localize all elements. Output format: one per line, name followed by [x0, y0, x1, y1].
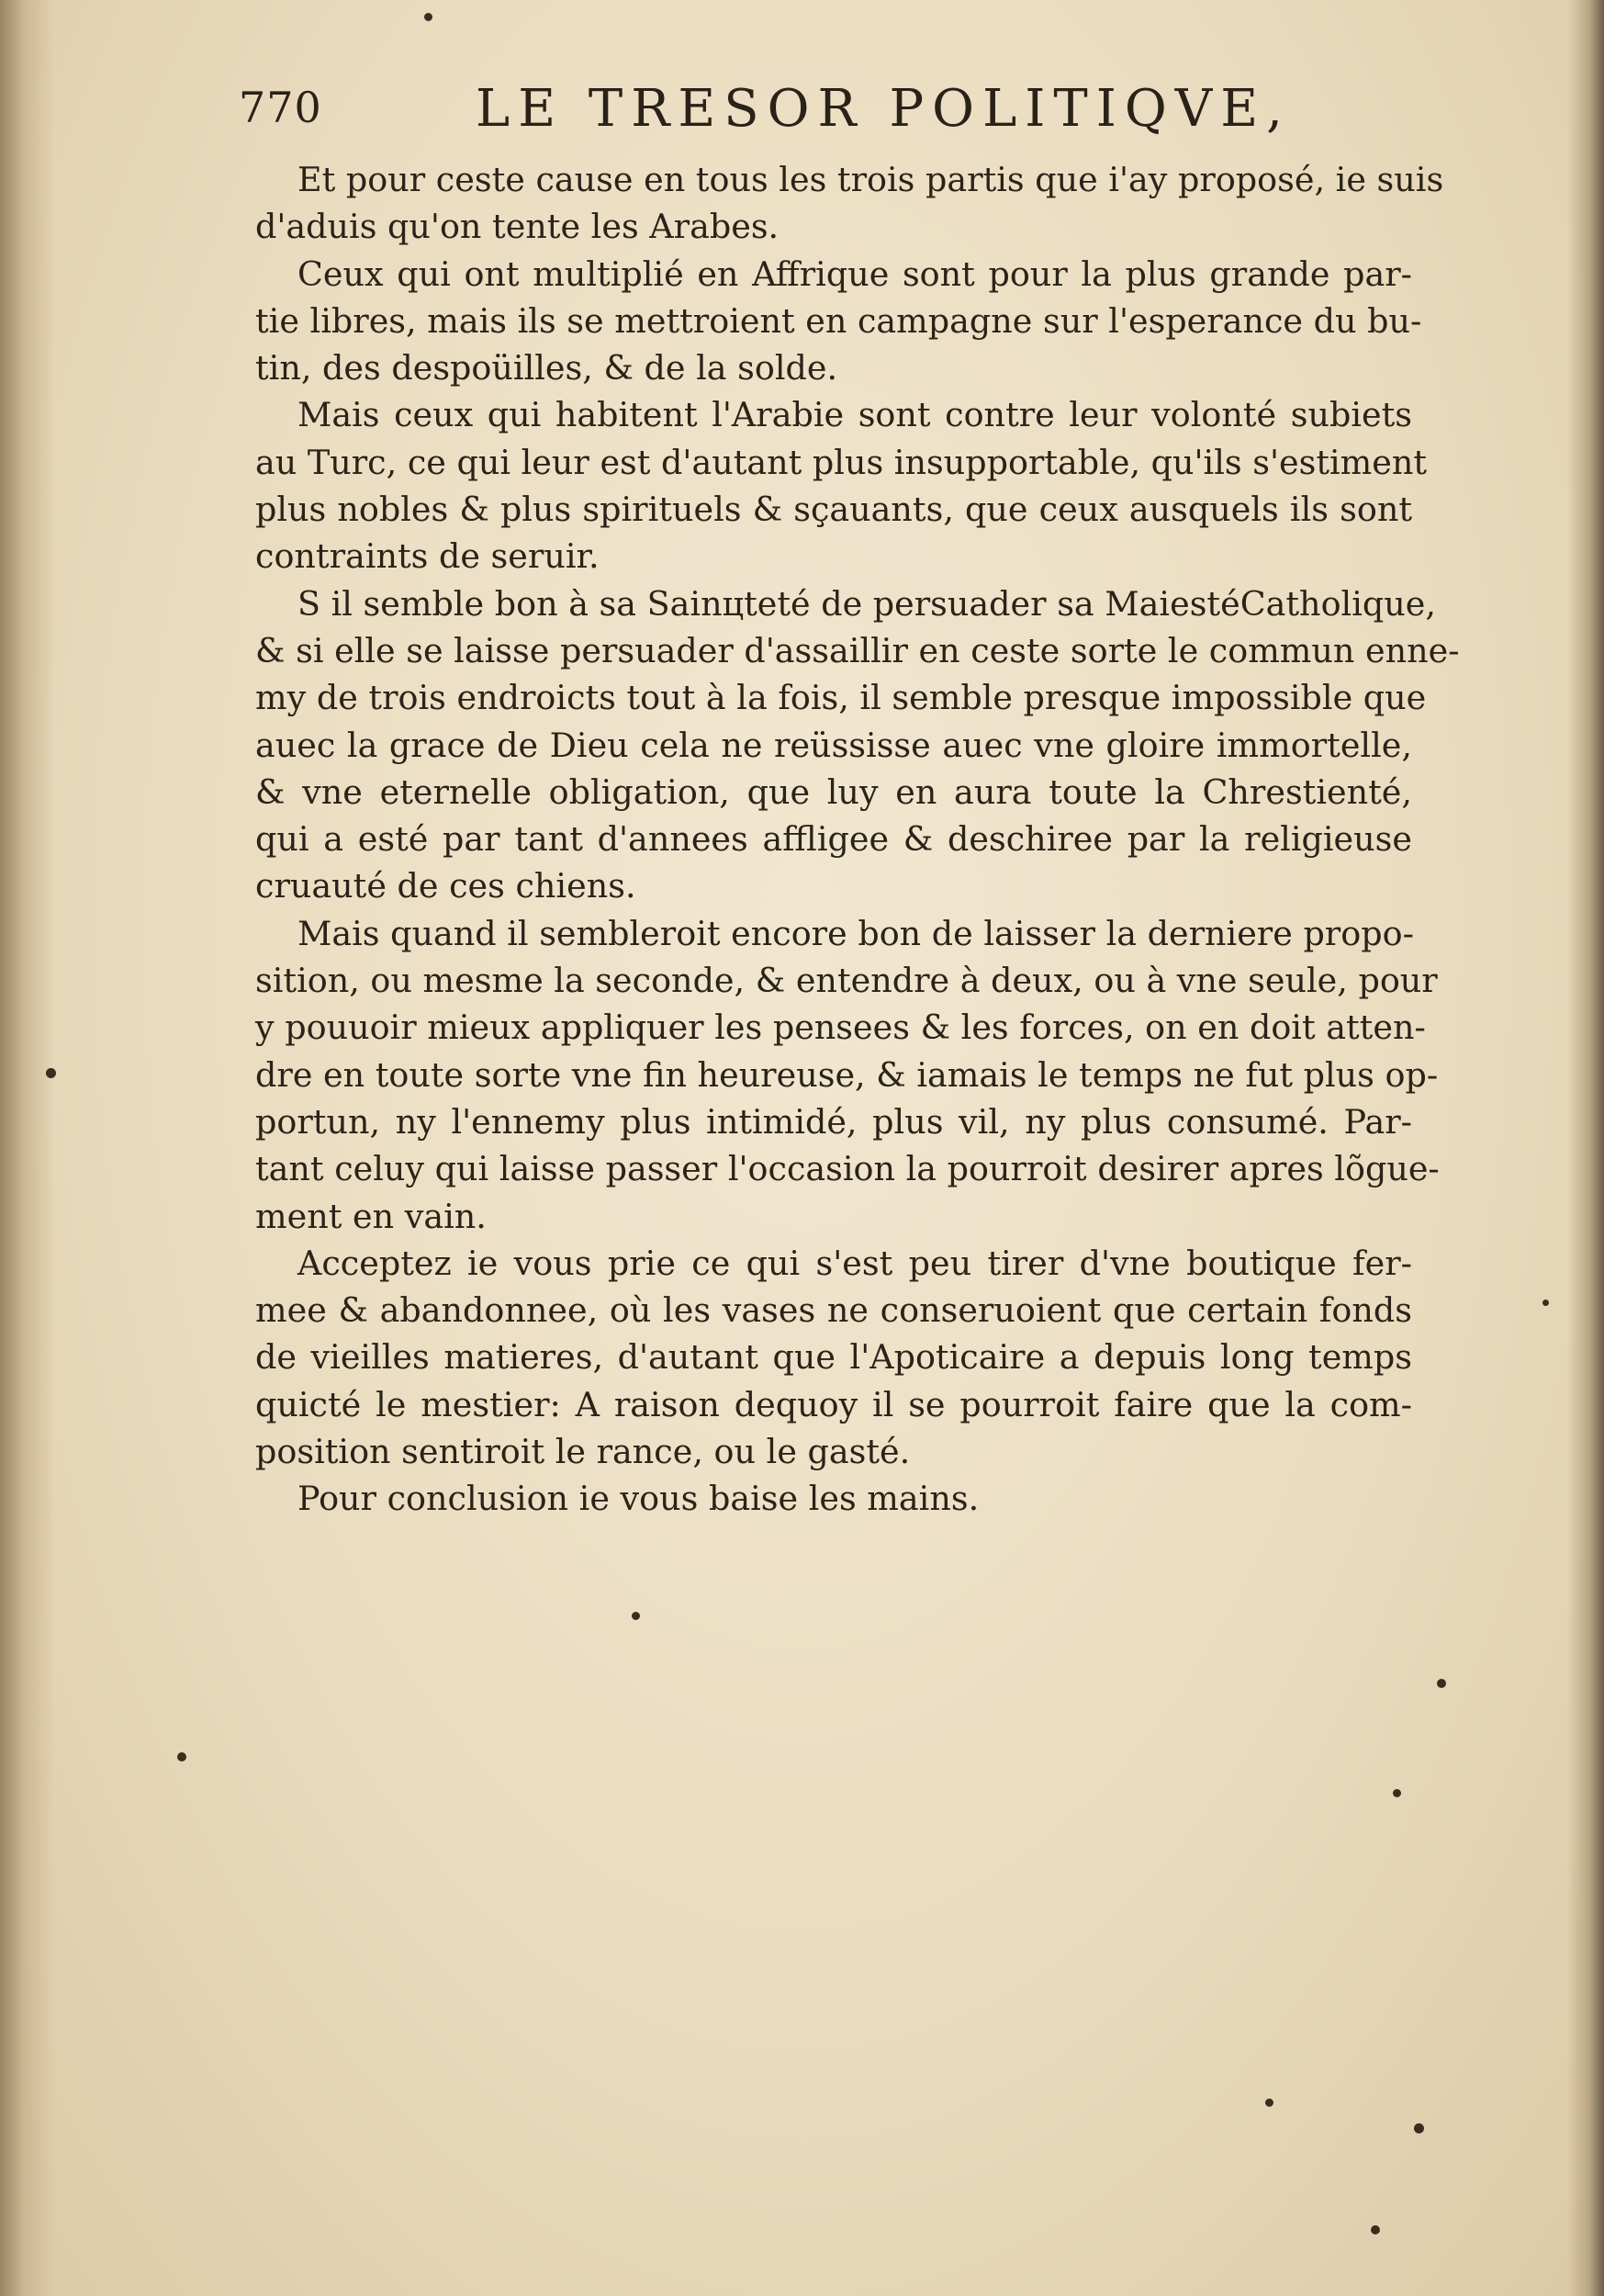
paper-speck	[1437, 1679, 1446, 1688]
text-line: S il semble bon à sa Sainцteté de persuader sa MaiestéCatholique,	[297, 583, 1436, 624]
text-line: position sentiroit le rance, ou le gasté.	[255, 1432, 911, 1472]
text-line: auec la grace de Dieu cela ne reüssisse auec vne gloire immortelle,	[255, 725, 1412, 765]
text-line: quicté le mestier: A raison dequoy il se pourroit faire que la com-	[255, 1384, 1412, 1424]
text-line: plus nobles & plus spirituels & sçauants, que ceux ausquels ils sont	[255, 490, 1412, 530]
text-line: Ceux qui ont multiplié en Affrique sont pour la plus grande par-	[297, 253, 1412, 294]
text-line: & vne eternelle obligation, que luy en aura toute la Chrestienté,	[255, 771, 1412, 812]
text-line: contraints de seruir.	[255, 536, 600, 577]
text-line: de vieilles matieres, d'autant que l'Apoticaire a depuis long temps	[255, 1337, 1412, 1378]
text-line: Acceptez ie vous prie ce qui s'est peu tirer d'vne boutique fer-	[297, 1243, 1412, 1283]
paper-speck	[1371, 2225, 1380, 2234]
paper-speck	[1414, 2123, 1424, 2133]
text-line: ment en vain.	[255, 1196, 487, 1236]
running-title: LE TRESOR POLITIQVE,	[476, 79, 1291, 139]
paper-speck	[46, 1068, 56, 1078]
paper-speck	[177, 1752, 186, 1761]
text-line: my de trois endroicts tout à la fois, il semble presque impossible que	[255, 678, 1427, 718]
paper-speck	[1265, 2099, 1273, 2107]
paper-speck	[1393, 1789, 1401, 1797]
text-line: & si elle se laisse persuader d'assaillir en ceste sorte le commun enne-	[255, 630, 1460, 670]
paper-speck	[424, 13, 432, 21]
page-number: 770	[239, 83, 322, 132]
page-edge-shadow	[1567, 0, 1604, 2296]
paper-speck	[632, 1612, 640, 1620]
text-line: tie libres, mais ils se mettroient en campagne sur l'esperance du bu-	[255, 300, 1422, 341]
text-line: cruauté de ces chiens.	[255, 866, 636, 906]
text-line: mee & abandonnee, où les vases ne conseruoient que certain fonds	[255, 1290, 1412, 1331]
text-line: au Turc, ce qui leur est d'autant plus insupportable, qu'ils s'estiment	[255, 442, 1428, 482]
text-line: portun, ny l'ennemy plus intimidé, plus vil, ny plus consumé. Par-	[255, 1101, 1412, 1142]
text-line: tin, des despoüilles, & de la solde.	[255, 348, 838, 388]
binding-gutter-shadow	[0, 0, 55, 2296]
running-head	[239, 66, 1451, 149]
paper-speck	[1542, 1300, 1549, 1306]
text-line: y pouuoir mieux appliquer les pensees & les forces, on en doit atten-	[255, 1007, 1426, 1048]
text-line: tant celuy qui laisse passer l'occasion la pourroit desirer apres lõgue-	[255, 1149, 1440, 1189]
text-line: qui a esté par tant d'annees affligee & deschiree par la religieuse	[255, 819, 1412, 860]
text-line: sition, ou mesme la seconde, & entendre à deux, ou à vne seule, pour	[255, 961, 1438, 1001]
closing-line: Pour conclusion ie vous baise les mains.	[297, 1479, 980, 1519]
text-line: Mais ceux qui habitent l'Arabie sont contre leur volonté subiets	[297, 395, 1412, 435]
text-line: Mais quand il sembleroit encore bon de laisser la derniere propo-	[297, 913, 1414, 953]
text-line: Et pour ceste cause en tous les trois partis que i'ay proposé, ie suis	[297, 160, 1444, 199]
text-line: d'aduis qu'on tente les Arabes.	[255, 207, 780, 247]
text-line: dre en toute sorte vne fin heureuse, & iamais le temps ne fut plus op-	[255, 1054, 1439, 1095]
body-text	[255, 156, 1460, 1523]
